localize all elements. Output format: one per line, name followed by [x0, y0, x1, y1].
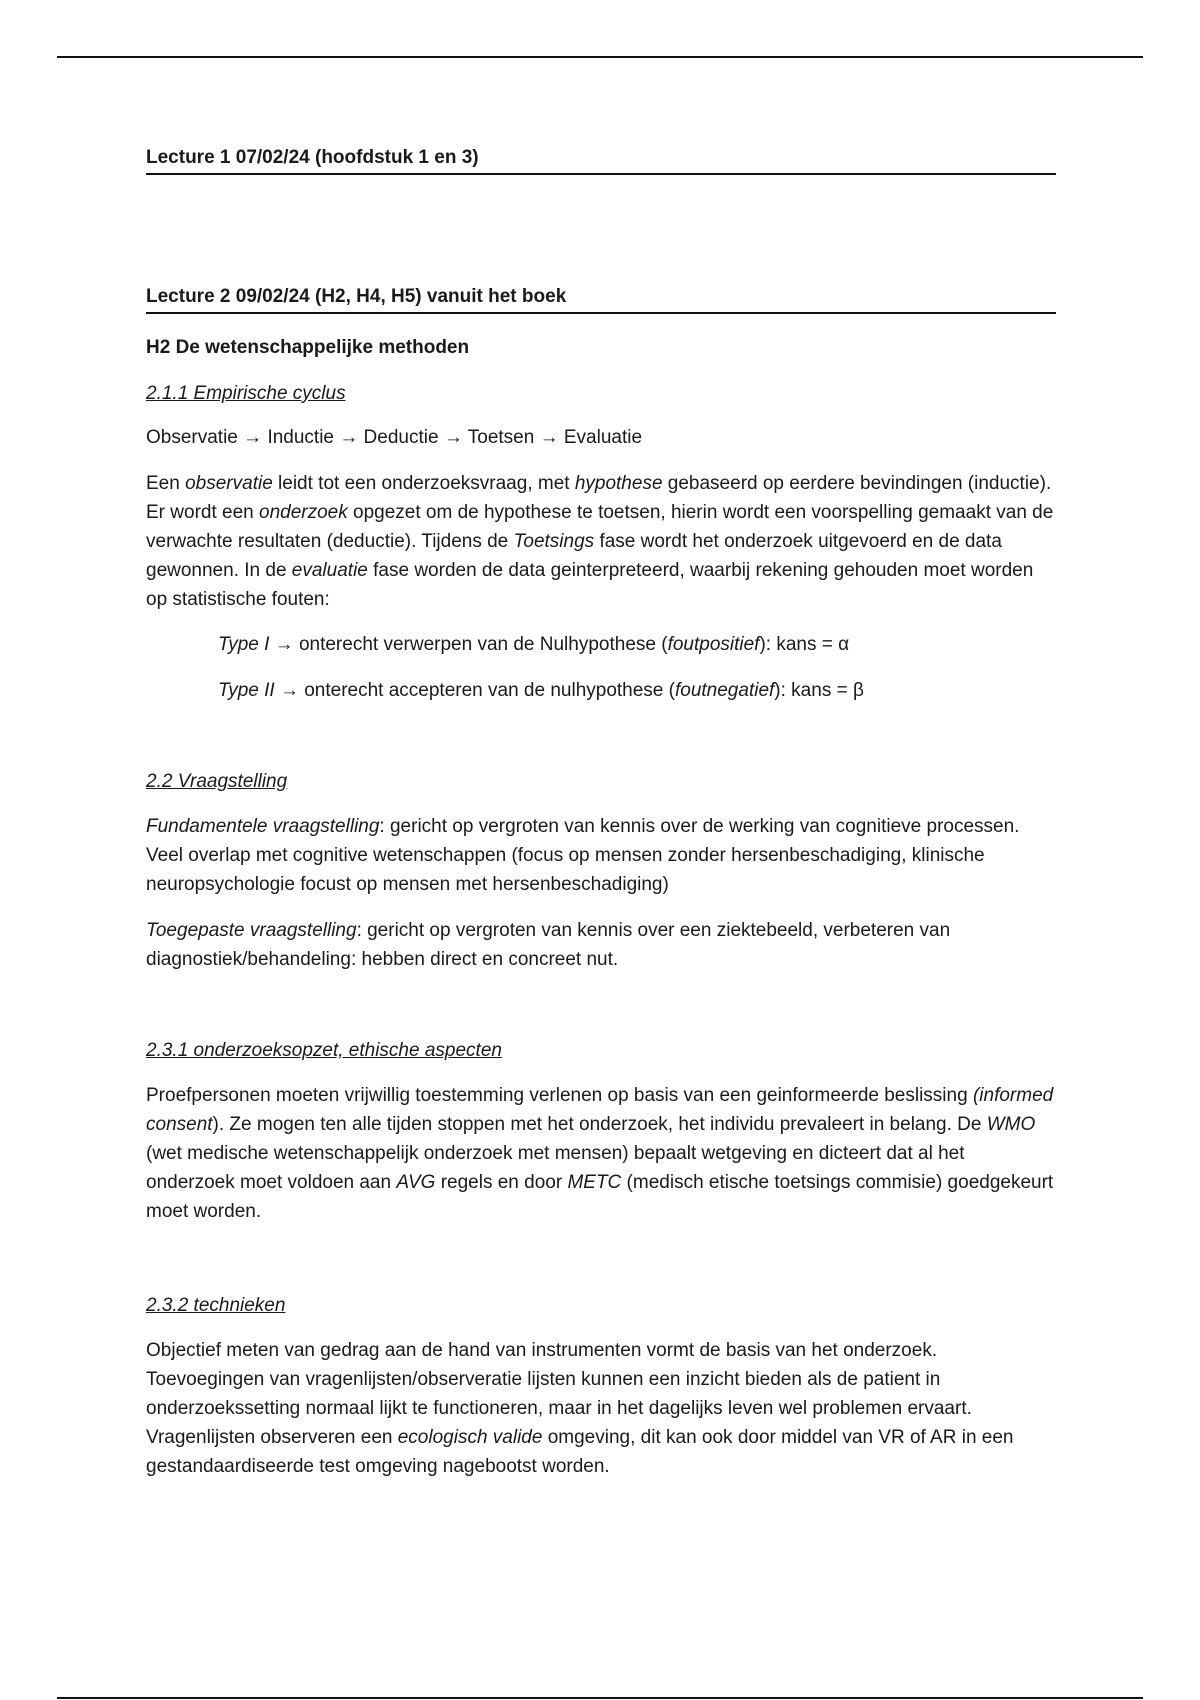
cycle-step: Deductie — [363, 427, 439, 448]
lecture-1-heading: Lecture 1 07/02/24 (hoofdstuk 1 en 3) — [146, 147, 1056, 175]
arrow-icon: → — [539, 427, 559, 448]
cycle-step: Toetsen — [467, 427, 535, 448]
type-1-error-line: Type I → onterecht verwerpen van de Nulhypothese (foutpositief): kans = α — [218, 634, 850, 655]
applied-question-paragraph: Toegepaste vraagstelling: gericht op vergroten van kennis over een ziektebeeld, verbeteren van diagnostiek/behandeling: hebben direct en concreet nut. — [146, 920, 951, 970]
arrow-icon: → — [443, 427, 463, 448]
arrow-icon: → — [243, 427, 263, 448]
cycle-step: Evaluatie — [563, 427, 643, 448]
page-top-rule — [57, 56, 1143, 58]
page-bottom-rule — [57, 1697, 1143, 1699]
lecture-2-heading: Lecture 2 09/02/24 (H2, H4, H5) vanuit het boek — [146, 286, 1056, 314]
arrow-icon: → — [339, 427, 359, 448]
section-2-3-2-paragraph: Objectief meten van gedrag aan de hand van instrumenten vormt de basis van het onderzoek. Toevoegingen van vragenlijsten/observeratie lijsten kunnen een inzicht bieden als de patient in onderzoekssetting normaal lijkt te functioneren, maar in het dagelijks leven wel problemen ervaart. Vragenlijsten observeren een ecologisch valide omgeving, dit kan ook door middel van VR of AR in een gestandaardiseerde test omgeving nagebootst worden. — [146, 1340, 1014, 1477]
cycle-step: Observatie — [146, 427, 238, 448]
type-2-error-line: Type II → onterecht accepteren van de nulhypothese (foutnegatief): kans = β — [218, 680, 864, 701]
empirical-cycle-line — [146, 423, 1056, 452]
section-2-3-2-title: 2.3.2 technieken — [146, 1295, 286, 1316]
arrow-icon: → — [274, 634, 294, 655]
fundamental-question-paragraph: Fundamentele vraagstelling: gericht op vergroten van kennis over de werking van cognitieve processen. Veel overlap met cognitive wetenschappen (focus op mensen zonder hersenbeschadiging, klinische neuropsychologie focust op mensen met hersenbeschadiging) — [146, 816, 1020, 895]
arrow-icon: → — [279, 680, 299, 701]
section-2-1-1-title: 2.1.1 Empirische cyclus — [146, 383, 346, 404]
section-2-1-1-paragraph: Een observatie leidt tot een onderzoeksvraag, met hypothese gebaseerd op eerdere bevindingen (inductie). Er wordt een onderzoek opgezet om de hypothese te toetsen, hierin wordt een voorspelling gemaakt van de verwachte resultaten (deductie). Tijdens de Toetsings fase wordt het onderzoek uitgevoerd en de data gewonnen. In de evaluatie fase worden de data geinterpreteerd, waarbij rekening gehouden moet worden op statistische fouten: — [146, 473, 1054, 610]
section-2-3-1-paragraph: Proefpersonen moeten vrijwillig toestemming verlenen op basis van een geinformeerde beslissing (informed consent). Ze mogen ten alle tijden stoppen met het onderzoek, het individu prevaleert in belang. De WMO (wet medische wetenschappelijk onderzoek met mensen) bepaalt wetgeving en dicteert dat al het onderzoek moet voldoen aan AVG regels en door METC (medisch etische toetsings commisie) goedgekeurt moet worden. — [146, 1085, 1054, 1222]
section-2-3-1-title: 2.3.1 onderzoeksopzet, ethische aspecten — [146, 1040, 502, 1061]
cycle-step: Inductie — [267, 427, 334, 448]
section-2-2-title: 2.2 Vraagstelling — [146, 771, 288, 792]
chapter-title: H2 De wetenschappelijke methoden — [146, 337, 470, 358]
